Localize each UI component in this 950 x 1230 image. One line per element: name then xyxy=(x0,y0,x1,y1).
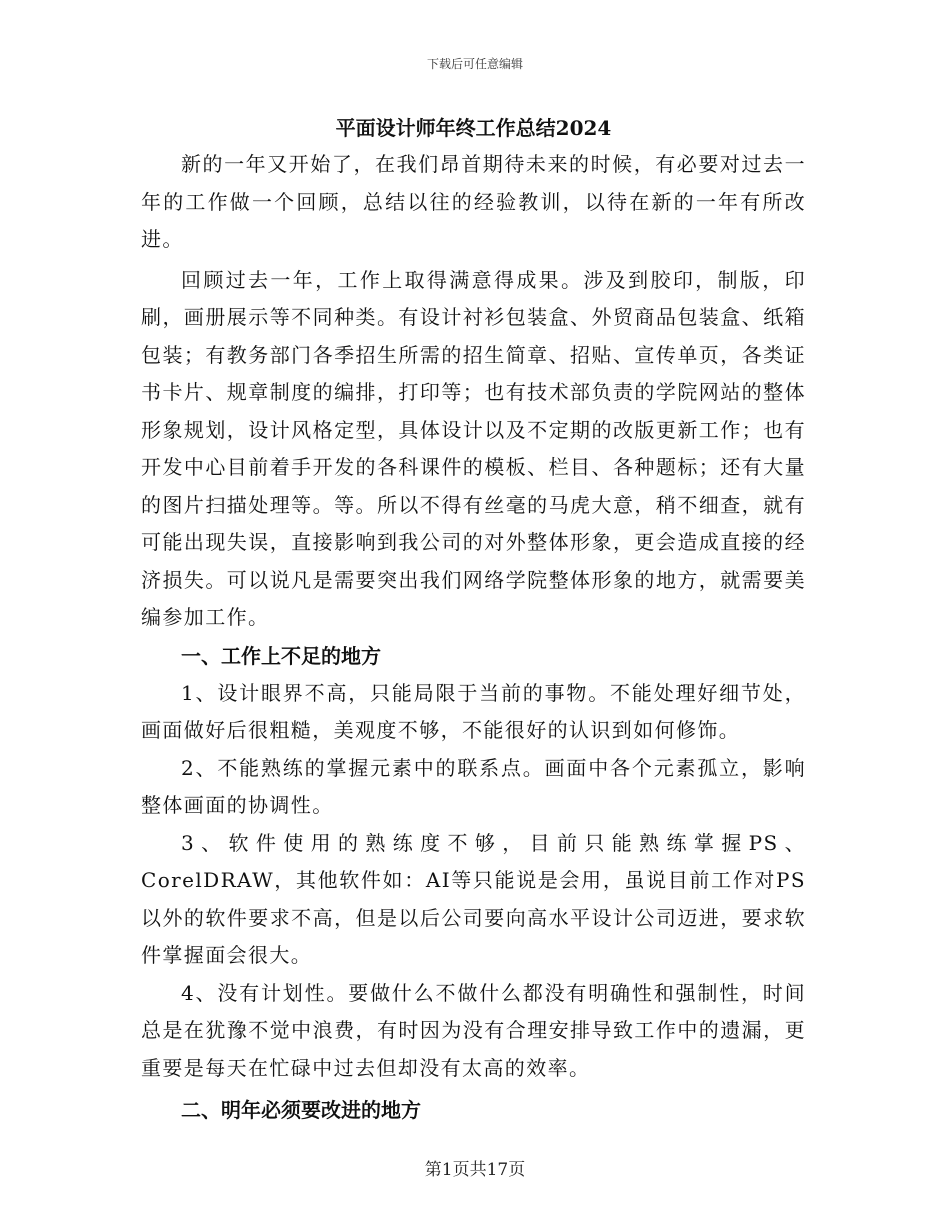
list-item-4: 4、没有计划性。要做什么不做什么都没有明确性和强制性，时间总是在犹豫不觉中浪费，有时因为没有合理安排导致工作中的遗漏，更重要是每天在忙碌中过去但却没有太高的效率。 xyxy=(141,980,806,1080)
section-heading-improvements: 二、明年必须要改进的地方 xyxy=(181,1098,421,1122)
list-item-1: 1、设计眼界不高，只能局限于当前的事物。不能处理好细节处，画面做好后很粗糙，美观度不够，不能很好的认识到如何修饰。 xyxy=(141,680,806,742)
list-item-2: 2、不能熟练的掌握元素中的联系点。画面中各个元素孤立，影响整体画面的协调性。 xyxy=(141,755,806,817)
paragraph-review: 回顾过去一年，工作上取得满意得成果。涉及到胶印，制版，印刷，画册展示等不同种类。有设计衬衫包装盒、外贸商品包装盒、纸箱包装；有教务部门各季招生所需的招生简章、招贴、宣传单页，各类证书卡片、规章制度的编排，打印等；也有技术部负责的学院网站的整体形象规划，设计风格定型，具体设计以及不定期的改版更新工作；也有开发中心目前着手开发的各科课件的模板、栏目、各种题标；还有大量的图片扫描处理等。等。所以不得有丝毫的马虎大意，稍不细查，就有可能出现失误，直接影响到我公司的对外整体形象，更会造成直接的经济损失。可以说凡是需要突出我们网络学院整体形象的地方，就需要美编参加工作。 xyxy=(141,267,806,629)
list-item-3: 3、软件使用的熟练度不够，目前只能熟练掌握PS、CorelDRAW，其他软件如：AI等只能说是会用，虽说目前工作对PS以外的软件要求不高，但是以后公司要向高水平设计公司迈进，要求软件掌握面会很大。 xyxy=(141,830,806,967)
header-note: 下载后可任意编辑 xyxy=(426,57,523,71)
section-heading-shortcomings: 一、工作上不足的地方 xyxy=(181,643,381,668)
document-title: 平面设计师年终工作总结2024 xyxy=(335,116,612,140)
page-indicator: 第1页共17页 xyxy=(424,1160,526,1180)
paragraph-intro: 新的一年又开始了，在我们昂首期待未来的时候，有必要对过去一年的工作做一个回顾，总结以往的经验教训，以待在新的一年有所改进。 xyxy=(141,152,806,251)
document-body xyxy=(141,110,806,1129)
